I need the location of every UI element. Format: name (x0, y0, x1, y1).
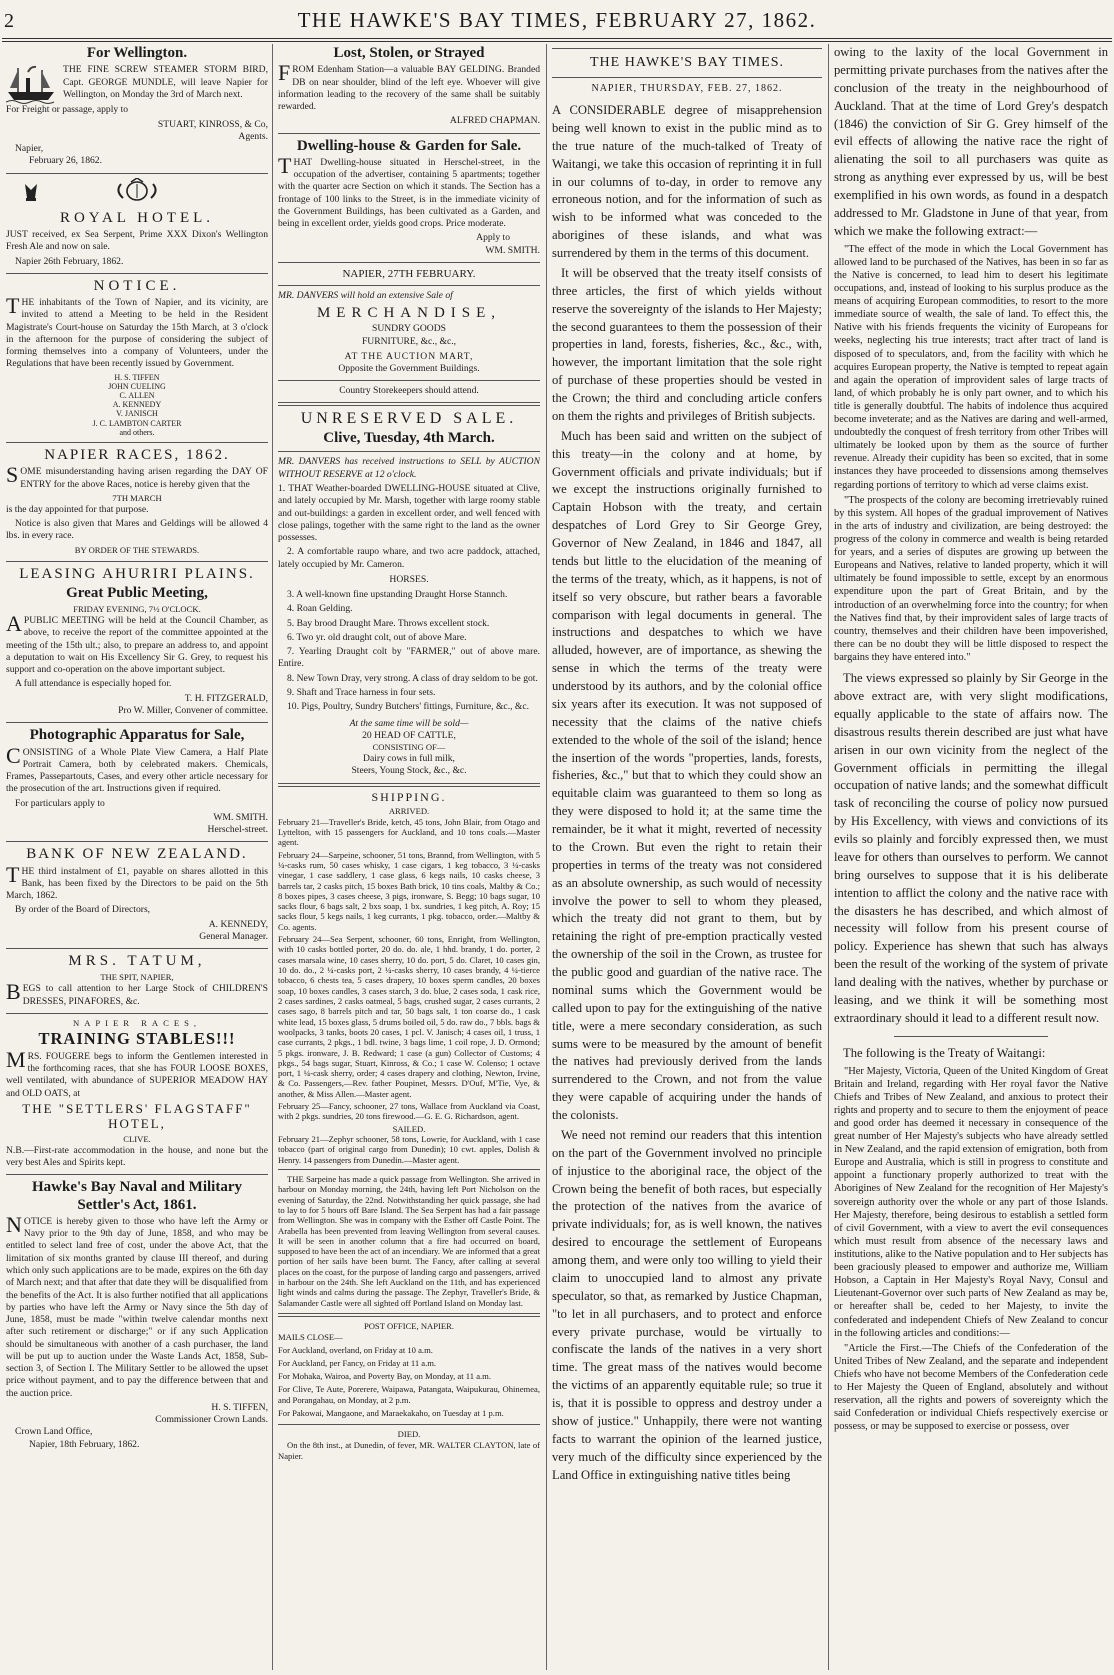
ad-photo-street: Herschel-street. (207, 824, 268, 836)
ad-lost-body: FROM Edenham Station—a valuable BAY GELDING. Branded DB on near shoulder, blind of the left eye. Whoever will give information leading to the recovery of the same shall be suitably rewarded. (278, 60, 540, 113)
ad-photo-body: CONSISTING of a Whole Plate View Camera, a Half Plate Portrait Camera, both by celebrated makers. Chemicals, Frames, Passepartouts, Cases, and every other article necessary for the prosecution of the art. Instructions given if required. (6, 742, 268, 795)
ad-merchandise-sale (278, 267, 540, 397)
signatory: J. C. LAMBTON CARTER (92, 418, 182, 428)
ad-ahuriri-body-2: A full attendance is especially hoped for. (15, 678, 172, 690)
masthead-rule-2 (2, 41, 1112, 42)
ad-photo-title: Photographic Apparatus for Sale, (29, 727, 245, 744)
steamship-icon (6, 64, 58, 104)
ad-wellington-title: For Wellington. (86, 45, 188, 61)
ad-notice-title: NOTICE. (93, 277, 181, 294)
signatory: A. KENNEDY (112, 400, 162, 410)
ad-wellington-agent: STUART, KINROSS, & Co, (157, 118, 268, 130)
ad-merch-big: MERCHANDISE, (316, 305, 502, 322)
signatory: V. JANISCH (116, 409, 158, 419)
ad-wellington-place: Napier, (15, 143, 44, 155)
ad-notice-body: THE inhabitants of the Town of Napier, and its vicinity, are invited to attend a Meeting to be held in the Resident Magistrate's Court-house on Saturday the 15th March, at 3 o'clock in the afternoon for the purpose of considering the subject of forming themselves into a company of Volunteers, under the Regulations that have been recently issued by Government. (6, 293, 268, 370)
editorial-paragraph: Much has been said and written on the subject of this treaty—in the colony and at home, by Government officials and private individuals; but if we except the instructions originally furnished to Captain Hobson with the treaty, and certain despatches of Lord Grey to Sir George Grey, Governor of New Zealand, in 1846 and 1847, all tends but little to the elucidation of the meaning of the terms of the treaty, which, as it happens, is not of itself so very obscure, but rather bears a favorable comparison with legal documents in general. The instructions and despatches to which we have alluded, however, are of importance, as shewing the sense in which the terms of the treaty were understood by its authors, and by the colonial office six years after its execution. It was not supposed of necessity that the claims of the native chiefs extended to the whole of the soil of the island; hence the insertion of the words "properties, lands, forests, fisheries, &c.," but that to which they could show an equitable claim was guaranteed to them so long as they were disposed to hold it; at the same time the remainder, be it what it might, reverted of necessity to the Crown. But even the right to retain their properties in terms of the treaty was not considered as an absolute ownership, as such would of necessity involve the power to sell to whom they pleased, which the treaty did not grant to them, but by retaining the right of pre-emption practically vested the ownership of the soil in the Crown, as trustee for the public good and guardian of the native race. The nominal sums which the Government would be called upon to pay for the extinguishing of the native title, were a mere secondary consideration, as such sums were to be measured by the amount of benefit the natives had previously derived from the lands surrendered to the Crown, and not from the value they were capable of acquiring under the hands of the colonists. (552, 428, 822, 1123)
post-office-mail: For Mohaka, Wairoa, and Poverty Bay, on Monday, at 11 a.m. (278, 1371, 491, 1382)
newspaper-title: THE HAWKE'S BAY TIMES, FEBRUARY 27, 1862. (297, 8, 817, 32)
ad-merch-intro: MR. DANVERS will hold an extensive Sale of (278, 290, 453, 302)
ad-unreserved-h8: 8. New Town Dray, very strong. A class of dray seldom to be got. (287, 672, 538, 684)
ad-ahuriri-time: FRIDAY EVENING, 7½ O'CLOCK. (73, 604, 201, 615)
masthead-rule (2, 38, 1112, 39)
ad-training-stables (6, 1018, 268, 1169)
ad-wellington-agent-role: Agents. (238, 130, 268, 142)
ad-merch-dateline: NAPIER, 27TH FEBRUARY. (342, 267, 476, 280)
ad-unreserved-consisting: CONSISTING OF— (372, 742, 446, 753)
ad-merch-items-2: FURNITURE, &c., &c., (361, 335, 457, 347)
ad-notice (6, 278, 268, 437)
ad-tatum (6, 953, 268, 1008)
ad-militia-office: Crown Land Office, (15, 1426, 93, 1438)
ad-races-footer: BY ORDER OF THE STEWARDS. (74, 544, 200, 555)
ad-stables-hotel: THE "SETTLERS' FLAGSTAFF" HOTEL, (22, 1101, 252, 1131)
ad-royal-hotel-date: Napier 26th February, 1862. (15, 255, 124, 267)
ad-unreserved-cattle: 20 HEAD OF CATTLE, (362, 729, 456, 741)
ad-ahuriri (6, 566, 268, 718)
shipping-news: THE Sarpeine has made a quick passage from Wellington. She arrived in harbour on Monday morning, the 24th, having left Port Nicholson on the evening of Saturday, the 22nd. Notwithstanding her quick passage, she had to lay to for 5 hours off Bare Island. The Sea Serpent has had a fair passage from Wellington. She was in company with the Esther off Castle Point. The Arabella has been prevented from leaving Wellington from several causes. It will be seen in another column that a fire had occurred on board, supposed to have been the act of an incendiary. We are informed that a great portion of her sails have been burnt. The Fancy, after calling at several places on the coast, for the purpose of landing cargo and passengers, arrived in harbour on the 24th. She left Auckland on the 11th, and has experienced light winds and calms during the passage. The Zephyr, Traveller's Bride, & Salamander Castle were all sighted off Portland Island on Monday last. (278, 1173, 540, 1308)
ad-unreserved-h7: 7. Yearling Draught colt by "FARMER," out of above mare. Entire. (278, 646, 540, 670)
signatory: and others. (119, 427, 155, 437)
ad-tatum-body: BEGS to call attention to her Large Stock of CHILDREN'S DRESSES, PINAFORES, &c. (6, 979, 268, 1007)
ad-races-title: NAPIER RACES, 1862. (44, 447, 230, 464)
ad-photographic (6, 727, 268, 836)
ad-royal-hotel (6, 178, 268, 268)
died-notice (278, 1429, 540, 1462)
ad-unreserved-horses: HORSES. (389, 573, 429, 585)
quote-paragraph: "Her Majesty, Victoria, Queen of the United Kingdom of Great Britain and Ireland, regarding with Her royal favor the Native Chiefs and Tribes of New Zealand, and anxious to protect their rights and property and to secure to them the enjoyment of peace and good order has deemed it necessary in consequence of the great number of Her Majesty's subjects who have already settled in New Zealand, and the rapid extension of emigration, both from Europe and Australia, which is still in progress to constitute and appoint a functionary properly authorized to treat with the Aborigines of New Zealand for the recognition of Her Majesty's sovereign authority over the whole or any part of those Islands. Her Majesty, therefore, being desirous to establish a settled form of civil Government, with a view to avert the evil consequences which must result from absence of the necessary laws and institutions, alike to the Native population and to Her subjects has been graciously pleased to empower and authorize me, William Hobson, a Captain in Her Majesty's Royal Navy, Consul and Lieutenant-Governor over such parts of New Zealand as may be, or hereafter shall be, ceded to her Majesty, to invite the confederated and independent Chiefs of New Zealand to concur in the following articles and conditions:— (834, 1065, 1108, 1339)
ad-tatum-title: MRS. TATUM, (68, 953, 206, 970)
ad-unreserved-cows: Dairy cows in full milk, (363, 753, 455, 765)
column-divider-2 (546, 44, 547, 1670)
post-office-title: POST OFFICE, NAPIER. (363, 1321, 455, 1332)
masthead (0, 6, 1114, 36)
post-office-mail: For Auckland, overland, on Friday at 10 a.m. (278, 1345, 433, 1356)
post-office-mails: MAILS CLOSE— (278, 1332, 343, 1343)
shipping-arrival: February 25—Fancy, schooner, 27 tons, Wallace from Auckland via Coast, with 2 pkgs. sundries, 20 tons firewood.—G. E. G. Richardson, agent. (278, 1101, 540, 1122)
shipping-section (278, 791, 540, 1308)
ad-unreserved-sale (278, 410, 540, 778)
ad-stables-title-1: NAPIER RACES, (72, 1017, 202, 1028)
ad-unreserved-h10: 10. Pigs, Poultry, Sundry Butchers' fittings, Furniture, &c., &c. (287, 701, 530, 713)
ad-unreserved-cattle-intro: At the same time will be sold— (349, 717, 469, 729)
post-office-mail: For Auckland, per Fancy, on Friday at 11 a.m. (278, 1358, 437, 1369)
treaty-quote (834, 1065, 1108, 1434)
column-divider-3 (828, 44, 829, 1670)
ad-unreserved-intro: MR. DANVERS has received instructions to SELL by AUCTION WITHOUT RESERVE at 12 o'clock. (278, 456, 540, 480)
ad-wellington-date: February 26, 1862. (29, 155, 103, 167)
column-2 (278, 44, 540, 1666)
post-office-mail: For Pakowai, Mangaone, and Maraekakaho, on Tuesday at 1 p.m. (278, 1408, 504, 1419)
ad-ahuriri-sign-2: Pro W. Miller, Convener of committee. (118, 704, 268, 716)
quote-paragraph: "The effect of the mode in which the Local Government has allowed land to be purchased of the Natives, has been in so far as the Native is concerned, to lead him to desert his legitimate occupations, and, instead of looking to his surplus produce as the means of acquiring European commodities, to resort to the more immediate source of wealth, the sale of land. To effect this, the Native with his friends frequents the vicinity of Europeans for weeks, neglecting his true interests; tract after tract of land is disposed of to speculators, and, from the facility with which he acquires European property, the Native is tempted to repeat again and again the operation of improvident sales of large tracts of land, of which probably he is only part owner, and to which his title is generally doubtful. The habits of indolence thus acquired become inveterate; and as the Natives are daring and well-armed, undoubtedly the conquest of fresh territory from other Tribes will ultimately be looked upon by them as the source of further revenue. Already their cupidity has been so excited, that in some instances they have proceeded to dissensions among themselves regarding portions of territory to which ad verse claims exist. (834, 243, 1108, 491)
ad-tatum-sub: THE SPIT, NAPIER, (100, 972, 174, 983)
ad-dwelling-apply: Apply to (476, 232, 510, 244)
ad-stables-place: CLIVE. (123, 1133, 151, 1144)
ad-bank (6, 846, 268, 943)
ad-bank-body: THE third instalment of £1, payable on shares allotted in this Bank, has been fixed by the Directors to be paid on the 5th March, 1862. (6, 861, 268, 902)
ad-merch-items: SUNDRY GOODS (371, 323, 446, 335)
ad-photo-name: WM. SMITH. (213, 811, 268, 823)
ad-bank-title: BANK OF NEW ZEALAND. (26, 846, 248, 863)
quote-paragraph: "Article the First.—The Chiefs of the Confederation of the United Tribes of New Zealand, and the separate and independent Chiefs who have not become Members of the Confederation cede to Her Majesty the Queen of England, absolutely and without reservation, all the rights and powers of sovereignty which the said Confederation or individual Chiefs respectively exercise or possess, or may be supposed to exercise or possess, over (834, 1342, 1108, 1433)
ad-unreserved-title: UNRESERVED SALE. (300, 409, 518, 427)
ad-races-date: 7TH MARCH (112, 492, 162, 503)
editorial-dateline: NAPIER, THURSDAY, FEB. 27, 1862. (591, 82, 783, 94)
ad-merch-footer: Country Storekeepers should attend. (339, 384, 479, 396)
quote-paragraph: "The prospects of the colony are becoming irretrievably ruined by this system. All hopes of the gradual improvement of Natives in the arts of industry and civilization, are being destroyed: the progress of the colony in commerce and wealth is being retarded for years, and a series of disputes are growing up between the Europeans and Natives, relative to landed property, which it will ultimately be found impossible to settle, except by an enormous expenditure upon the part of Great Britain, and by the introduction of an overwhelming force into the country; for when the Natives find that, by their improvident sales of large tracts of country, themselves and their children have been impoverished, there can be no doubt they will be little disposed to respect the bargains they have entered into." (834, 494, 1108, 664)
post-office-mail: For Clive, Te Aute, Porerere, Waipawa, Patangata, Waipukurau, Ohinemea, and Porangahau, on Monday, at 2 p.m. (278, 1384, 540, 1406)
ad-stables-title-2: TRAINING STABLES!!! (38, 1028, 236, 1048)
column-divider-1 (272, 44, 273, 1670)
editorial-paragraph: A CONSIDERABLE degree of misapprehension being well known to exist in the public mind as to the true nature of the much-talked of Treaty of Waitangi, we take this occasion of reprinting it in full in our columns of to-day, in order to remove any erroneous notion, and for the information of such as wish to be informed what was conceded to the aborigines of these islands, and what was surrendered by them in the terms of this document. (552, 103, 822, 261)
ad-dwelling (278, 138, 540, 257)
signatory: H. S. TIFFEN (114, 372, 160, 382)
ad-dwelling-name: WM. SMITH. (485, 244, 540, 256)
editorial-paragraph: The views expressed so plainly by Sir George in the above extract are, with very slight modifications, equally applicable to the state of affairs now. The disastrous results therein described are just what have arisen in our own vicinity from the neglect of the Government officials in permitting the illegal occupation of native lands; and the somewhat difficult task of reconciling the course of policy now pursued by His Excellency, with views and convictions of its evils so plainly and forcibly expressed then, we must leave for others than ourselves to perform. We cannot bring ourselves to suppose that it is his deliberate intention to afflict the colony and the native race with the disasters he has described, and which almost of necessity will follow from his present course of policy. Experience has shewn that such has always been the result of the working of the system of private land dealing with the natives, whether by purchase or leasing, and we think it will be something most extraordinary should it lead to a different result now. (834, 671, 1108, 1025)
ad-merch-at: AT THE AUCTION MART, (344, 351, 474, 363)
signatory: C. ALLEN (119, 391, 155, 401)
shipping-arrival: February 24—Sea Serpent, schooner, 60 tons, Enright, from Wellington, with 10 casks bottled porter, 20 do. do. ale, 1 hhd. brandy, 1 do. porter, 2 cases marsala wine, 10 cases sherry, 10 do. port, 5 do. Claret, 10 cases gin, 10 do. do., 2 ¼-casks port, 2 ¼-casks sherry, 10 cases brandy, 4 ¼-tierce tobacco, 6 chests tea, 5 cases drapery, 10 boxes sperm candles, 20 boxes soap, 10 boxes candles, 3 cases starch, 3 do. blue, 2 cases soda, 1 cask rice, 2 cases sardines, 2 casks oatmeal, 5 bags, crushed sugar, 2 cases currants, 2 cases sago, 8 barrels pitch and tar, 50 bags salt, 1 ton coarse do., 1 cask white lead, 15 boxes glass, 5 drums boiled oil, 5 do. raw do., 7 bbls. bags & woolpacks, 3 tanks, boots 20 cases, 1 pcl. V. Janisch; 4 cases oil, 1 truss, 1 case currants, 2 pkgs., 1 bdl. twine, 3 bags lime, 1 coil rope, J. D. Ormond; 5 pkgs. ironware, J. B. Redward; 1 case (a gun) Collector of Customs; 4 pkgs., 54 bags sugar, Stuart, Kinross, & Co.; 1 case W. Colenso; 1 octave port, 1 ¼-cask sherry, order; 4 cases drapery and clothing, Newton, Irvine, & Co. Passengers,—Rev. father Poupinet, Messrs. D'Ouf, M'Tie, Vye, & another, & Miss Allen.—Master agent. (278, 934, 540, 1099)
ad-ahuriri-sign: T. H. FITZGERALD, (184, 692, 268, 704)
ad-unreserved-h4: 4. Roan Gelding. (287, 603, 353, 615)
ad-stables-note: N.B.—First-rate accommodation in the house, and none but the very best Ales and Spirits kept. (6, 1144, 268, 1169)
ad-militia-sign: H. S. TIFFEN, (211, 1401, 268, 1413)
column-1 (6, 44, 268, 1666)
ad-unreserved-h5: 5. Bay brood Draught Mare. Throws excellent stock. (287, 617, 490, 629)
ad-ahuriri-subtitle: Great Public Meeting, (66, 584, 208, 601)
ad-races-body-3: Notice is also given that Mares and Geldings will be allowed 4 lbs. in every race. (6, 518, 268, 542)
ad-unreserved-item-1: 1. THAT Weather-boarded DWELLING-HOUSE situated at Clive, and lately occupied by Mr. Marsh, together with large roomy stable and out-buildings: a garden in excellent order, and well fenced with close palings, together with the same right to the land as the owner possesses. (278, 482, 540, 544)
ad-wellington-freight: For Freight or passage, apply to (6, 104, 129, 116)
shipping-sailing: February 21—Zephyr schooner, 58 tons, Lowrie, for Auckland, with 1 case tobacco (part of original cargo from Dunedin); 10 cwt. apples, Dolish & Henry. 14 passengers from Dunedin.—Master agent. (278, 1134, 540, 1165)
ad-photo-apply: For particulars apply to (15, 797, 105, 809)
ad-unreserved-sub: Clive, Tuesday, 4th March. (323, 430, 495, 447)
post-office (278, 1321, 540, 1419)
ad-unreserved-h6: 6. Two yr. old draught colt, out of above Mare. (287, 631, 467, 643)
ad-unreserved-h9: 9. Shaft and Trace harness in four sets. (287, 686, 436, 698)
editorial-paragraph: owing to the laxity of the local Government in permitting private purchases from the natives after the conclusion of the treaty in the neighbourhood of Auckland. That at the time of Lord Grey's despatch (1846) the conviction of Sir G. Grey himself of the evil effects of allowing the native race the right of alienating the soil to all purchasers was quite as strong as anything ever expressed by us, will be best exemplified in his own words, as found in a despatch addressed to Mr. Gladstone in June of that year, from which we make the following extract:— (834, 45, 1108, 238)
royal-crest-icon (17, 178, 257, 204)
ad-races-body-2: is the day appointed for that purpose. (6, 503, 149, 515)
editorial-paragraph: We need not remind our readers that this intention on the part of the Government involved no principle of injustice to the aboriginal race, the object of the Crown being the benefit of both races, but especially the protection of the natives from the avarice of private individuals; for, as is well known, the natives desired to encourage the settlement of Europeans among them, and were only too willing to yield their claim to unoccupied land to almost any private speculator, so that, as remarked by Justice Chapman, "to let in all purchasers, and to protect and enforce every private purchase, would be virtually to confiscate the lands of the natives in a very short time. The great mass of the natives would become the victims of an apparently equitable rule; so true it is, that it is possible to oppress and destroy under a show of justice." Unhappily, there were not wanting facts to warrant the opinion of the learned justice, very much of the difficulty since experienced by the Land Office in extinguishing native titles being (552, 1127, 822, 1482)
ad-notice-names (6, 373, 268, 437)
ad-unreserved-h3: 3. A well-known fine upstanding Draught Horse Stannch. (287, 589, 508, 601)
ad-unreserved-steers: Steers, Young Stock, &c., &c. (351, 765, 467, 777)
ad-lost-title: Lost, Stolen, or Strayed (333, 45, 485, 61)
ad-bank-order: By order of the Board of Directors, (15, 904, 151, 916)
page-number: 2 (4, 10, 14, 32)
died-title: DIED. (397, 1429, 421, 1440)
ad-bank-role: General Manager. (199, 930, 268, 942)
ad-unreserved-item-2: 2. A comfortable raupo whare, and two acre paddock, attached, lately occupied by Mr. Cameron. (278, 546, 540, 570)
ad-lost-sign: ALFRED CHAPMAN. (449, 115, 540, 127)
ad-ahuriri-title: LEASING AHURIRI PLAINS. (19, 565, 255, 582)
ad-ahuriri-body: APUBLIC MEETING will be held at the Council Chamber, as above, to receive the report of the committee appointed at the meeting of the 15th ult.; also, to prepare an address to, and appoint a deputation to wait on His Excellency Sir G. Grey, to request his support and co-operation on the above important subject. (6, 611, 268, 676)
editorial-title: THE HAWKE'S BAY TIMES. (590, 55, 784, 70)
ad-dwelling-body: THAT Dwelling-house situated in Herschel-street, in the occupation of the advertiser, containing 5 apartments; together with the quarter acre Section on which it stands. The Section has a frontage of 100 links to the Street, is in the immediate vicinity of the Government Buildings, has been cultivated as a Garden, and being in excellent order, yields good crops. Price moderate. (278, 152, 540, 230)
ad-militia-act (6, 1179, 268, 1451)
grey-despatch-quote (834, 243, 1108, 665)
ad-races-body: SOME misunderstanding having arisen regarding the DAY OF ENTRY for the above Races, notice is hereby given that the (6, 462, 268, 490)
ad-napier-races (6, 447, 268, 556)
treaty-intro: The following is the Treaty of Waitangi: (843, 1045, 1046, 1060)
ad-stables-body: MRS. FOUGERE begs to inform the Gentlemen interested in the forthcoming races, that she has FOUR LOOSE BOXES, well ventilated, with abundance of SUPERIOR MEADOW HAY and OLD OATS, at (6, 1046, 268, 1099)
signatory: JOHN CUELING (108, 381, 166, 391)
shipping-arrival: February 21—Traveller's Bride, ketch, 45 tons, John Blair, from Otago and Lyttelton, with 15 passengers for Auckland, and 10 tons coals.—Master agent. (278, 816, 540, 848)
editorial-paragraph: It will be observed that the treaty itself consists of three articles, the first of which yields without reserve the sovereignty of the islands to Her Majesty; the second guarantees to them the possession of their properties in land, forests, fisheries, &c., &c., with, however, the important limitation that the sole right of purchase of these properties should be vested in the Crown; the third and concluding article confers on them the rights and privileges of British subjects. (552, 265, 822, 423)
ad-militia-date: Napier, 18th February, 1862. (29, 1438, 140, 1450)
shipping-arrival: February 24—Sarpeine, schooner, 51 tons, Brannd, from Wellington, with 5 ¼-casks rum, 50 cases whisky, 1 case cigars, 1 keg tobacco, 3 ¼-casks vinegar, 1 case saddlery, 1 case glass, 6 kegs nails, 10 casks cheese, 3 barrels tar, 2 casks pitch, 15 boxes Bath brick, 10 tins coals, Maltby & Co.; 8 boxes pipes, 3 cases cheese, 3 pigs, ironware, S. Begg; 10 bags sugar, 10 sacks flour, 6 bags salt, 2 bxs soap, 1 bx. sundries, 1 keg pitch, A. Roy; 15 sacks flour, 5 kegs nails, 1 keg currants, 1 pkg. tobacco, order.—Maltby & Co. agents. (278, 849, 540, 932)
ad-militia-role: Commissioner Crown Lands. (155, 1414, 268, 1426)
column-3-editorial (552, 44, 822, 1666)
ad-royal-hotel-body: JUST received, ex Sea Serpent, Prime XXX Dixon's Wellington Fresh Ale and now on sale. (6, 229, 268, 253)
column-4-editorial (834, 44, 1108, 1666)
ad-lost-stolen (278, 45, 540, 128)
ad-bank-name: A. KENNEDY, (208, 918, 268, 930)
ad-wellington-body: THE FINE SCREW STEAMER STORM BIRD, Capt. GEORGE MUNDLE, will leave Napier for Wellington, on Monday the 3rd of March next. (63, 64, 268, 100)
ad-wellington (6, 45, 268, 168)
ad-militia-title: Hawke's Bay Naval and Military Settler's Act, 1861. (31, 1179, 242, 1213)
died-body: On the 8th inst., at Dunedin, of fever, MR. WALTER CLAYTON, late of Napier. (278, 1440, 540, 1462)
shipping-title: SHIPPING. (371, 789, 447, 804)
ad-merch-opp: Opposite the Government Buildings. (338, 363, 480, 375)
shipping-sailed-label: SAILED. (392, 1123, 426, 1134)
shipping-arrived-label: ARRIVED. (388, 806, 430, 817)
ad-militia-body: NOTICE is hereby given to those who have left the Army or Navy prior to the 9th day of June, 1858, and who may be entitled to select land free of cost, under the above Act, that the limitation of six months granted by clause III thereof, and during which only such applications are to be made, expires on the 6th day of March next; and that after that date they will be disqualified from the benefits of the Act. It is also further notified that all applications by parties who have left the Army or Navy since the 5th day of June, 1858, must be made "within twelve calendar months next after such retirement or discharge;" or if any such Application should be simultaneous with another of a cash purchaser, the land will be put up to auction under the Waste Lands Act, 1858, Sub-section 3, of Section I. The Military Settler to be allowed the upset price without payment, and to pay the difference between that and the auction price. (6, 1211, 268, 1399)
ad-royal-hotel-title: ROYAL HOTEL. (59, 209, 215, 226)
ad-dwelling-title: Dwelling-house & Garden for Sale. (296, 137, 522, 154)
